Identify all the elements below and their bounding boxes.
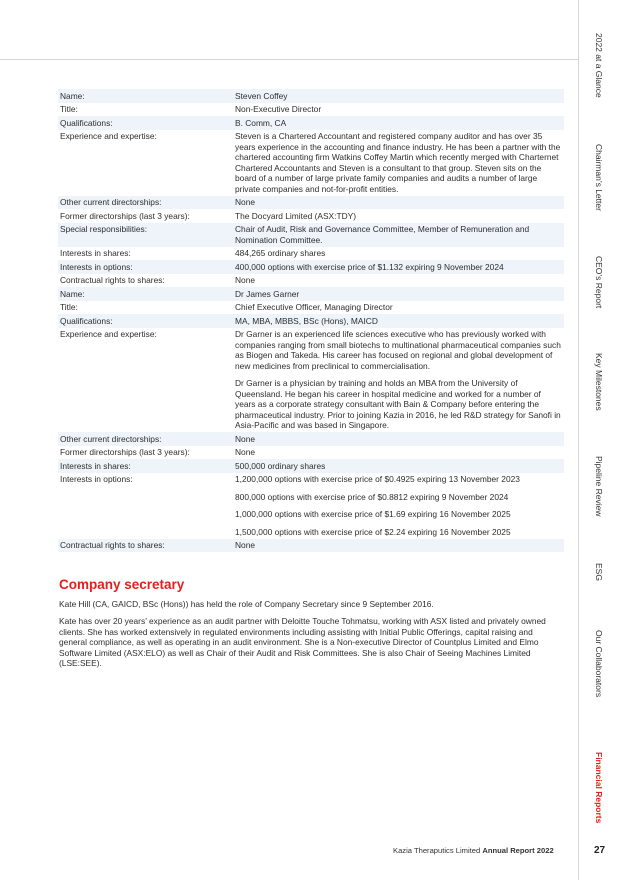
row-label: Experience and expertise: xyxy=(60,131,157,141)
nav-tab-label: ESG xyxy=(594,563,604,581)
value-text: B. Comm, CA xyxy=(235,117,287,128)
row-value xyxy=(235,197,562,208)
row-label: Qualifications: xyxy=(60,117,113,128)
value-text: Chief Executive Officer, Managing Director xyxy=(235,302,393,312)
table-row xyxy=(58,446,564,460)
table-row xyxy=(58,473,564,539)
value-text: The Docyard Limited (ASX:TDY) xyxy=(235,210,357,221)
row-value xyxy=(235,447,562,458)
row-label: Interests in shares: xyxy=(60,460,131,471)
value-text: None xyxy=(235,433,256,444)
row-label: Interests in options: xyxy=(60,261,133,272)
nav-tab-label: Our Collaborators xyxy=(594,630,604,698)
value-text: Dr James Garner xyxy=(235,288,300,299)
value-text: 400,000 options with exercise price of $1.132 expiring 9 November 2024 xyxy=(235,261,504,272)
nav-tab-label: Key Milestones xyxy=(594,353,604,411)
row-value xyxy=(235,118,562,129)
nav-tab-esg[interactable] xyxy=(593,563,607,581)
row-label: Title: xyxy=(60,104,78,114)
table-row xyxy=(58,328,564,433)
section-title: Company secretary xyxy=(59,577,185,592)
value-text: 500,000 ordinary shares xyxy=(235,460,326,471)
secretary-paragraph: Kate has over 20 years’ experience as an audit partner with Deloitte Touche Tohmatsu, working with ASX listed and privately owned clients. She has worked extensively in regulated environments including assisting with Initial Public Offerings, capital raising and general compliance, as well as operating in an audit environment. She is a Non-executive Director of Countplus Limited and Elmo Software Limited (ASX:ELO) as well as Chair of their Audit and Risk Committees. She is also Chair of Seeing Machines Limited (LSE:SEE). xyxy=(59,616,546,668)
table-row xyxy=(58,432,564,446)
row-value xyxy=(235,91,562,102)
nav-tab-label: Pipeline Review xyxy=(594,456,604,517)
table-row xyxy=(58,301,564,315)
value-text: Steven Coffey xyxy=(235,90,288,101)
directors-table xyxy=(58,89,564,552)
table-row xyxy=(58,196,564,210)
value-text: 1,500,000 options with exercise price of $2.24 expiring 16 November 2025 xyxy=(235,526,511,537)
row-label: Interests in options: xyxy=(60,474,133,484)
nav-tab-pipeline-review[interactable] xyxy=(593,456,607,517)
row-value xyxy=(235,474,562,537)
row-value xyxy=(235,540,562,551)
table-row xyxy=(58,539,564,553)
footer-company: Kazia Theraputics Limited xyxy=(393,846,481,855)
value-text: None xyxy=(235,275,256,285)
row-label: Contractual rights to shares: xyxy=(60,540,165,550)
value-text: 1,000,000 options with exercise price of $1.69 expiring 16 November 2025 xyxy=(235,509,511,519)
row-value xyxy=(235,104,562,115)
value-text: None xyxy=(235,540,256,550)
row-value xyxy=(235,316,562,327)
row-value xyxy=(235,461,562,472)
nav-tab-key-milestones[interactable] xyxy=(593,353,607,411)
row-value xyxy=(235,211,562,222)
nav-tab-chairmans-letter[interactable] xyxy=(593,144,607,211)
value-text: 1,200,000 options with exercise price of $0.4925 expiring 13 November 2023 xyxy=(235,474,520,484)
value-text: 800,000 options with exercise price of $0.8812 expiring 9 November 2024 xyxy=(235,491,509,502)
row-value xyxy=(235,434,562,445)
table-row xyxy=(58,103,564,117)
table-row xyxy=(58,260,564,274)
table-row xyxy=(58,459,564,473)
page-number: 27 xyxy=(594,845,606,856)
secretary-paragraph: Kate Hill (CA, GAICD, BSc (Hons)) has held the role of Company Secretary since 9 September 2016. xyxy=(59,599,434,609)
table-row xyxy=(58,209,564,223)
row-label: Other current directorships: xyxy=(60,197,162,207)
row-value xyxy=(235,302,562,313)
row-label: Name: xyxy=(60,90,85,101)
table-row xyxy=(58,130,564,196)
value-text: 484,265 ordinary shares xyxy=(235,248,326,258)
row-value xyxy=(235,262,562,273)
row-value xyxy=(235,131,562,194)
header-divider xyxy=(0,59,578,60)
nav-tab-label: Financial Reports xyxy=(594,752,604,824)
nav-tab-label: 2022 at a Glance xyxy=(594,33,604,98)
nav-tab-label: Chairman’s Letter xyxy=(594,144,604,211)
value-text: Dr Garner is an experienced life sciences executive who has previously worked with companies ranging from small biotechs to multinational pharmaceutical companies such as Biogen and Takeda. His career has focused on regional and global development of new medicines from preclinical to commercialisation. xyxy=(235,329,561,371)
row-value xyxy=(235,224,562,245)
table-row xyxy=(58,247,564,261)
table-row xyxy=(58,287,564,301)
value-text: MA, MBA, MBBS, BSc (Hons), MAICD xyxy=(235,315,378,326)
row-label: Qualifications: xyxy=(60,315,113,326)
nav-tab-ceos-report[interactable] xyxy=(593,256,607,309)
nav-tab-label: CEO’s Report xyxy=(594,256,604,309)
nav-tab-our-collaborators[interactable] xyxy=(593,630,607,698)
row-value xyxy=(235,275,562,286)
row-label: Former directorships (last 3 years): xyxy=(60,210,190,221)
value-text: Chair of Audit, Risk and Governance Committee, Member of Remuneration and Nomination Committee. xyxy=(235,224,530,245)
row-label: Interests in shares: xyxy=(60,248,131,258)
value-text: None xyxy=(235,197,256,207)
table-row xyxy=(58,116,564,130)
row-value xyxy=(235,329,562,431)
row-label: Title: xyxy=(60,302,78,312)
table-row xyxy=(58,89,564,103)
value-text: Dr Garner is a physician by training and holds an MBA from the University of Queensland. He began his career in hospital medicine and worked for a number of years as a corporate strategy consultant with Bain & Company before entering the pharmaceutical industry. Prior to joining Kazia in 2016, he led R&D strategy for Sanofi in Asia-Pacific and was based in Singapore. xyxy=(235,378,561,430)
value-text: Steven is a Chartered Accountant and registered company auditor and has over 35 years experience in the accounting and finance industry. He has been a partner with the chartered accounting firm Watkins Coffey Martin which recently merged with Charternet Chartered Accountants and Steven is a consultant to that group. Steven sits on the board of a number of large private family companies and audits a number of large private companies and not-for-profit entities. xyxy=(235,131,561,194)
nav-tab-financial-reports[interactable] xyxy=(593,752,607,824)
value-text: Non-Executive Director xyxy=(235,104,322,114)
table-row xyxy=(58,314,564,328)
row-label: Contractual rights to shares: xyxy=(60,275,165,285)
value-text: None xyxy=(235,447,256,457)
row-value xyxy=(235,289,562,300)
row-label: Special responsibilities: xyxy=(60,224,148,234)
sidebar-nav xyxy=(578,0,622,880)
row-label: Name: xyxy=(60,288,85,299)
row-label: Other current directorships: xyxy=(60,433,162,444)
table-row xyxy=(58,223,564,247)
nav-tab-2022-at-a-glance[interactable] xyxy=(593,33,607,98)
footer-report-title xyxy=(393,846,554,855)
table-row xyxy=(58,274,564,288)
row-label: Former directorships (last 3 years): xyxy=(60,447,190,457)
row-label: Experience and expertise: xyxy=(60,329,157,339)
row-value xyxy=(235,248,562,259)
footer-report: Annual Report 2022 xyxy=(482,846,554,855)
